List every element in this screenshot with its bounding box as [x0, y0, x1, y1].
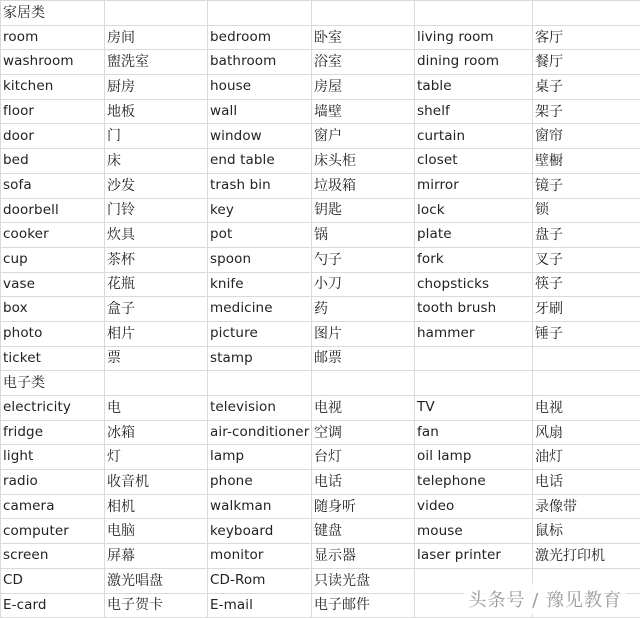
empty-cell [312, 1, 415, 26]
chinese-word-cell: 架子 [533, 99, 640, 124]
chinese-word-cell: 房屋 [312, 75, 415, 100]
english-word-cell: window [208, 124, 312, 149]
empty-cell [105, 1, 208, 26]
english-word-cell: door [1, 124, 105, 149]
chinese-word-cell: 鼠标 [533, 519, 640, 544]
chinese-word-cell: 台灯 [312, 445, 415, 470]
chinese-word-cell: 床 [105, 149, 208, 174]
english-word-cell: air-conditioner [208, 420, 312, 445]
english-word-cell: key [208, 198, 312, 223]
english-word-cell: shelf [415, 99, 533, 124]
chinese-word-cell: 墙壁 [312, 99, 415, 124]
english-word-cell: picture [208, 321, 312, 346]
english-word-cell: living room [415, 25, 533, 50]
english-word-cell: cooker [1, 223, 105, 248]
chinese-word-cell: 房间 [105, 25, 208, 50]
table-row [1, 297, 640, 322]
english-word-cell: trash bin [208, 173, 312, 198]
english-word-cell: tooth brush [415, 297, 533, 322]
english-word-cell: stamp [208, 346, 312, 371]
english-word-cell: video [415, 494, 533, 519]
english-word-cell: electricity [1, 396, 105, 421]
chinese-word-cell: 浴室 [312, 50, 415, 75]
english-word-cell: pot [208, 223, 312, 248]
chinese-word-cell: 图片 [312, 321, 415, 346]
chinese-word-cell: 相机 [105, 494, 208, 519]
empty-cell [533, 371, 640, 396]
empty-cell [208, 1, 312, 26]
english-word-cell: hammer [415, 321, 533, 346]
english-word-cell: light [1, 445, 105, 470]
table-row [1, 149, 640, 174]
empty-cell [415, 371, 533, 396]
english-word-cell: screen [1, 544, 105, 569]
chinese-word-cell: 花瓶 [105, 272, 208, 297]
chinese-word-cell: 牙刷 [533, 297, 640, 322]
chinese-word-cell: 锤子 [533, 321, 640, 346]
chinese-word-cell: 盘子 [533, 223, 640, 248]
english-word-cell: plate [415, 223, 533, 248]
chinese-word-cell: 炊具 [105, 223, 208, 248]
chinese-word-cell: 床头柜 [312, 149, 415, 174]
english-word-cell: end table [208, 149, 312, 174]
english-word-cell: spoon [208, 247, 312, 272]
empty-cell [312, 371, 415, 396]
table-row [1, 445, 640, 470]
english-word-cell: walkman [208, 494, 312, 519]
table-row [1, 75, 640, 100]
english-word-cell: telephone [415, 470, 533, 495]
chinese-word-cell: 药 [312, 297, 415, 322]
table-row [1, 50, 640, 75]
english-word-cell: doorbell [1, 198, 105, 223]
chinese-word-cell: 镜子 [533, 173, 640, 198]
table-row [1, 247, 640, 272]
english-word-cell: fridge [1, 420, 105, 445]
table-row [1, 272, 640, 297]
english-word-cell: monitor [208, 544, 312, 569]
chinese-word-cell: 锅 [312, 223, 415, 248]
english-word-cell: mouse [415, 519, 533, 544]
chinese-word-cell: 空调 [312, 420, 415, 445]
english-word-cell: photo [1, 321, 105, 346]
english-word-cell: box [1, 297, 105, 322]
english-word-cell: phone [208, 470, 312, 495]
english-word-cell: lock [415, 198, 533, 223]
chinese-word-cell: 灯 [105, 445, 208, 470]
english-word-cell: vase [1, 272, 105, 297]
table-row [1, 173, 640, 198]
table-row [1, 99, 640, 124]
chinese-word-cell: 门 [105, 124, 208, 149]
english-word-cell: television [208, 396, 312, 421]
english-word-cell: E-card [1, 593, 105, 618]
chinese-word-cell: 油灯 [533, 445, 640, 470]
chinese-word-cell: 风扇 [533, 420, 640, 445]
chinese-word-cell: 勺子 [312, 247, 415, 272]
section-title: 电子类 [1, 371, 105, 396]
empty-cell [533, 1, 640, 26]
chinese-word-cell: 桌子 [533, 75, 640, 100]
english-word-cell: CD-Rom [208, 568, 312, 593]
chinese-word-cell: 筷子 [533, 272, 640, 297]
table-row [1, 420, 640, 445]
english-word-cell: oil lamp [415, 445, 533, 470]
english-word-cell: bathroom [208, 50, 312, 75]
english-word-cell: chopsticks [415, 272, 533, 297]
english-word-cell: fork [415, 247, 533, 272]
section-header-row [1, 1, 640, 26]
chinese-word-cell: 电脑 [105, 519, 208, 544]
english-word-cell: wall [208, 99, 312, 124]
chinese-word-cell: 激光打印机 [533, 544, 640, 569]
chinese-word-cell: 屏幕 [105, 544, 208, 569]
chinese-word-cell: 盒子 [105, 297, 208, 322]
chinese-word-cell: 沙发 [105, 173, 208, 198]
english-word-cell: TV [415, 396, 533, 421]
english-word-cell: table [415, 75, 533, 100]
chinese-word-cell: 钥匙 [312, 198, 415, 223]
english-word-cell: radio [1, 470, 105, 495]
chinese-word-cell: 垃圾箱 [312, 173, 415, 198]
english-word-cell [415, 346, 533, 371]
english-word-cell: knife [208, 272, 312, 297]
english-word-cell: floor [1, 99, 105, 124]
table-row [1, 544, 640, 569]
chinese-word-cell: 相片 [105, 321, 208, 346]
english-word-cell: E-mail [208, 593, 312, 618]
chinese-word-cell: 票 [105, 346, 208, 371]
table-row [1, 470, 640, 495]
english-word-cell: bedroom [208, 25, 312, 50]
chinese-word-cell: 壁橱 [533, 149, 640, 174]
english-word-cell: bed [1, 149, 105, 174]
table-row [1, 321, 640, 346]
table-row [1, 25, 640, 50]
chinese-word-cell: 电视 [312, 396, 415, 421]
chinese-word-cell: 激光唱盘 [105, 568, 208, 593]
table-row [1, 124, 640, 149]
table-row [1, 396, 640, 421]
chinese-word-cell: 电子邮件 [312, 593, 415, 618]
chinese-word-cell: 电话 [533, 470, 640, 495]
table-row [1, 346, 640, 371]
chinese-word-cell: 叉子 [533, 247, 640, 272]
english-word-cell: closet [415, 149, 533, 174]
english-word-cell: curtain [415, 124, 533, 149]
english-word-cell: laser printer [415, 544, 533, 569]
chinese-word-cell: 键盘 [312, 519, 415, 544]
english-word-cell: camera [1, 494, 105, 519]
section-header-row [1, 371, 640, 396]
chinese-word-cell: 锁 [533, 198, 640, 223]
table-row [1, 494, 640, 519]
english-word-cell: medicine [208, 297, 312, 322]
english-word-cell: CD [1, 568, 105, 593]
chinese-word-cell: 收音机 [105, 470, 208, 495]
chinese-word-cell: 冰箱 [105, 420, 208, 445]
english-word-cell: fan [415, 420, 533, 445]
vocabulary-table-body [1, 1, 640, 618]
chinese-word-cell: 窗帘 [533, 124, 640, 149]
chinese-word-cell: 只读光盘 [312, 568, 415, 593]
empty-cell [415, 1, 533, 26]
chinese-word-cell: 电子贺卡 [105, 593, 208, 618]
chinese-word-cell: 小刀 [312, 272, 415, 297]
english-word-cell: cup [1, 247, 105, 272]
english-word-cell: sofa [1, 173, 105, 198]
chinese-word-cell: 电视 [533, 396, 640, 421]
chinese-word-cell: 录像带 [533, 494, 640, 519]
chinese-word-cell: 客厅 [533, 25, 640, 50]
chinese-word-cell: 电话 [312, 470, 415, 495]
section-title: 家居类 [1, 1, 105, 26]
english-word-cell: lamp [208, 445, 312, 470]
table-row [1, 198, 640, 223]
empty-cell [208, 371, 312, 396]
chinese-word-cell: 显示器 [312, 544, 415, 569]
chinese-word-cell: 厨房 [105, 75, 208, 100]
english-word-cell: ticket [1, 346, 105, 371]
chinese-word-cell: 邮票 [312, 346, 415, 371]
english-word-cell: keyboard [208, 519, 312, 544]
chinese-word-cell: 茶杯 [105, 247, 208, 272]
english-word-cell: computer [1, 519, 105, 544]
english-word-cell: kitchen [1, 75, 105, 100]
chinese-word-cell: 随身听 [312, 494, 415, 519]
chinese-word-cell: 门铃 [105, 198, 208, 223]
english-word-cell: washroom [1, 50, 105, 75]
chinese-word-cell: 餐厅 [533, 50, 640, 75]
chinese-word-cell: 盥洗室 [105, 50, 208, 75]
chinese-word-cell [533, 346, 640, 371]
table-row [1, 519, 640, 544]
watermark: 头条号 / 豫见教育 [464, 584, 626, 614]
chinese-word-cell: 电 [105, 396, 208, 421]
english-word-cell: house [208, 75, 312, 100]
english-word-cell: mirror [415, 173, 533, 198]
table-row [1, 223, 640, 248]
chinese-word-cell: 窗户 [312, 124, 415, 149]
empty-cell [105, 371, 208, 396]
english-word-cell: dining room [415, 50, 533, 75]
chinese-word-cell: 卧室 [312, 25, 415, 50]
chinese-word-cell: 地板 [105, 99, 208, 124]
english-word-cell: room [1, 25, 105, 50]
